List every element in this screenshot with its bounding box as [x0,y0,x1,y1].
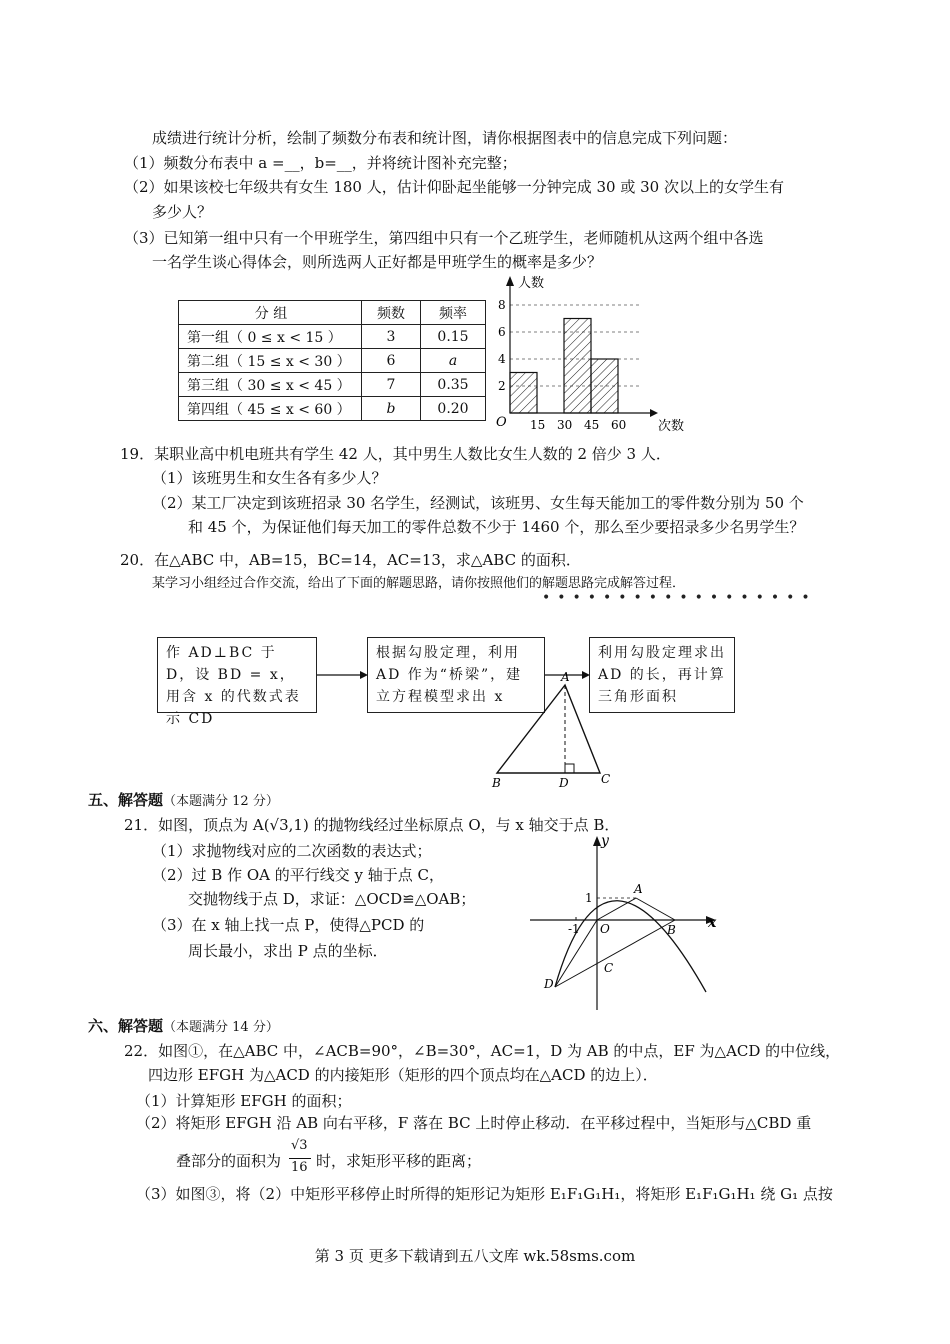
histogram-bar [591,359,618,413]
table-cell-count: b [362,397,421,421]
flow-arrow-2-head [582,671,590,679]
q20-stem: 20．在△ABC 中，AB=15，BC=14，AC=13，求△ABC 的面积． [120,551,581,569]
graph-y-axis-arrow [593,836,601,846]
y-axis-label: 人数 [518,276,545,291]
q22-line2: 四边形 EFGH 为△ACD 的内接矩形（矩形的四个顶点均在△ACD 的边上）． [148,1066,658,1084]
graph-point-c: C [604,961,614,975]
section-5-title: 五、解答题 [88,791,164,809]
flow-box-1: 作 AD⊥BC 于 D，设 BD = x，用含 x 的代数式表示 CD [157,637,317,713]
y-tick-label: 2 [498,379,506,393]
table-cell-rate: 0.15 [421,325,486,349]
graph-point-a: A [634,882,643,896]
table-row [179,397,486,421]
fraction-bar [289,1158,311,1159]
graph-origin: O [600,922,610,936]
table-header: 频数 [362,301,421,325]
x-tick-label: 15 [530,418,546,432]
flow-box-3: 利用勾股定理求出 AD 的长，再计算三角形面积 [589,637,735,713]
label-d: D [559,776,569,790]
q22-line1: 22．如图①，在△ABC 中，∠ACB=90°，∠B=30°，AC=1，D 为 AB 的中点，EF 为△ACD 的中位线， [124,1042,841,1060]
table-cell-count: 7 [362,373,421,397]
table-header: 频率 [421,301,486,325]
table-cell-rate: a [421,349,486,373]
q22-part2-suffix: 时，求矩形平移的距离； [316,1152,482,1170]
histogram-bar [510,373,537,414]
table-cell-rate: 0.20 [421,397,486,421]
graph-x-label: x [708,915,717,931]
q18-part2-line2: 多少人？ [152,203,213,221]
q18-part3-line2: 一名学生谈心得体会，则所选两人正好都是甲班学生的概率是多少？ [152,253,603,271]
q22-part2-line1: （2）将矩形 EFGH 沿 AB 向右平移，F 落在 BC 上时停止移动．在平移过程中，当矩形与△CBD 重 [136,1114,812,1132]
label-b: B [492,776,501,790]
section-6-note: （本题满分 14 分） [163,1020,279,1035]
flow-diagram [300,640,760,800]
q22-part1: （1）计算矩形 EFGH 的面积； [136,1092,352,1110]
q21-part2-line1: （2）过 B 作 OA 的平行线交 y 轴于点 C， [152,866,445,884]
section-5-heading [88,789,279,813]
triangle-abc [497,685,600,773]
x-tick-label: 30 [557,418,573,432]
q18-part2-line1: （2）如果该校七年级共有女生 180 人，估计仰卧起坐能够一分钟完成 30 或 30 次以上的女学生有 [124,178,784,196]
q18-intro: 成绩进行统计分析，绘制了频数分布表和统计图，请你根据图表中的信息完成下列问题： [152,129,738,147]
x-axis-arrow [650,409,658,417]
parabola-graph [530,832,730,1012]
table-row [179,349,486,373]
section-6-heading [88,1015,279,1039]
y-tick-label: 6 [498,325,506,339]
flow-box-2: 根据勾股定理，利用 AD 作为“桥梁”，建立方程模型求出 x [367,637,545,713]
right-angle-mark [565,764,574,773]
q18-part3-line1: （3）已知第一组中只有一个甲班学生，第四组中只有一个乙班学生，老师随机从这两个组中各选 [124,229,764,247]
y-tick-label: 8 [498,298,506,312]
table-cell-group: 第三组（ 30 ≤ x < 45 ） [179,373,362,397]
table-row [179,373,486,397]
q19-part1: （1）该班男生和女生各有多少人？ [152,469,387,487]
q19-stem: 19．某职业高中机电班共有学生 42 人，其中男生人数比女生人数的 2 倍少 3 人． [120,445,671,463]
label-c: C [601,772,611,786]
graph-tick-1: 1 [585,891,593,905]
frequency-table [178,300,486,421]
table-cell-count: 3 [362,325,421,349]
q21-part2-line2: 交抛物线于点 D，求证：△OCD≌△OAB； [188,890,476,908]
table-cell-count: 6 [362,349,421,373]
graph-tick-neg1: -1 [568,922,580,936]
q19-part2-line1: （2）某工厂决定到该班招录 30 名学生，经测试，该班男、女生每天能加工的零件数分别为 50 个 [152,494,804,512]
q21-part3-line2: 周长最小，求出 P 点的坐标． [188,942,388,960]
x-tick-label: 45 [584,418,600,432]
table-cell-group: 第二组（ 15 ≤ x < 30 ） [179,349,362,373]
y-axis-arrow [506,276,514,286]
flow-arrow-1-head [360,671,368,679]
x-axis-label: 次数 [658,419,685,434]
y-tick-label: 4 [498,352,506,366]
x-tick-label: 60 [611,418,627,432]
q20-subtext: 某学习小组经过合作交流，给出了下面的解题思路，请你按照他们的解题思路完成解答过程． [152,576,686,591]
q19-part2-line2: 和 45 个，为保证他们每天加工的零件总数不少于 1460 个，那么至少要招录多少名男学生？ [188,518,805,536]
section-6-title: 六、解答题 [88,1017,164,1035]
emphasis-dots: •••••••••••••••••• [542,590,817,606]
fraction-denominator: 16 [291,1160,308,1175]
graph-point-b: B [667,923,676,937]
frequency-histogram [490,272,700,437]
origin-label: O [496,415,507,430]
label-a: A [561,670,570,684]
fraction-numerator: √3 [291,1138,308,1153]
table-header-row [179,301,486,325]
histogram-bar [564,319,591,414]
table-header: 分 组 [179,301,362,325]
q22-part2-prefix: 叠部分的面积为 [176,1152,282,1170]
page-footer: 第 3 页 更多下载请到五八文库 wk.58sms.com [314,1247,636,1265]
graph-y-label: y [601,833,609,849]
parabola-curve [555,901,706,992]
q21-part1: （1）求抛物线对应的二次函数的表达式； [152,842,432,860]
table-cell-group: 第一组（ 0 ≤ x < 15 ） [179,325,362,349]
q22-part3: （3）如图③，将（2）中矩形平移停止时所得的矩形记为矩形 E₁F₁G₁H₁，将矩形 E₁F₁G₁H₁ 绕 G₁ 点按 [136,1185,833,1203]
table-row [179,325,486,349]
q21-part3-line1: （3）在 x 轴上找一点 P，使得△PCD 的 [152,916,425,934]
table-cell-rate: 0.35 [421,373,486,397]
graph-point-d: D [544,977,554,991]
q18-part1: （1）频数分布表中 a =__，b=__，并将统计图补充完整； [124,154,517,172]
table-cell-group: 第四组（ 45 ≤ x < 60 ） [179,397,362,421]
section-5-note: （本题满分 12 分） [163,794,279,809]
q21-stem: 21．如图，顶点为 A(√3,1) 的抛物线经过坐标原点 O，与 x 轴交于点 B． [124,816,620,834]
